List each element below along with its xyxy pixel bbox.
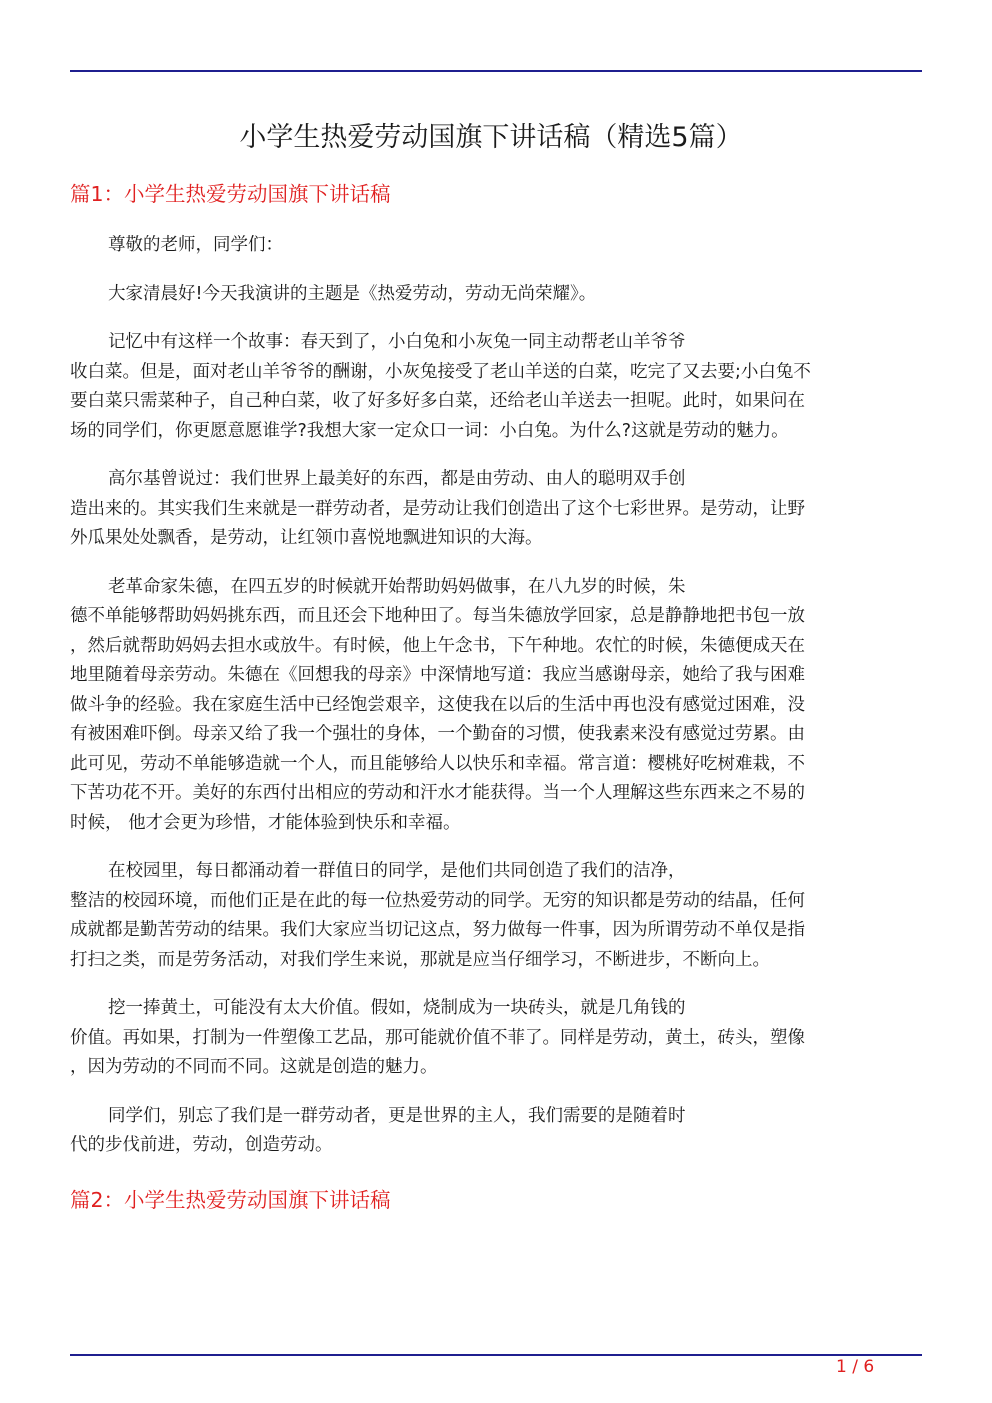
section-2-heading: 篇2：小学生热爱劳动国旗下讲话稿: [70, 1187, 391, 1212]
paragraph-line: 造出来的。其实我们生来就是一群劳动者，是劳动让我们创造出了这个七彩世界。是劳动，让野: [70, 498, 805, 519]
section-1-body: [70, 231, 912, 1161]
paragraph-line: 下苦功花不开。美好的东西付出相应的劳动和汗水才能获得。当一个人理解这些东西来之不易的: [70, 783, 805, 804]
paragraph-line: 场的同学们，你更愿意愿谁学?我想大家一定众口一词：小白兔。为什么?这就是劳动的魅力。: [70, 420, 789, 441]
paragraph-line: 有被困难吓倒。母亲又给了我一个强壮的身体，一个勤奋的习惯，使我素来没有感觉过劳累。由: [70, 724, 805, 745]
header-rule: [70, 70, 922, 72]
paragraph-line: 外瓜果处处飘香，是劳动，让红领巾喜悦地飘进知识的大海。: [70, 528, 543, 549]
paragraph: [70, 231, 912, 261]
paragraph: [70, 465, 912, 554]
paragraph-line: 时候， 他才会更为珍惜，才能体验到快乐和幸福。: [70, 812, 461, 833]
paragraph-line: ，然后就帮助妈妈去担水或放牛。有时候，他上午念书，下午种地。农忙的时候，朱德便成天在: [70, 635, 805, 656]
paragraph: [70, 857, 912, 975]
paragraph-line: 记忆中有这样一个故事：春天到了，小白兔和小灰兔一同主动帮老山羊爷爷: [108, 332, 686, 353]
paragraph-line: 德不单能够帮助妈妈挑东西，而且还会下地种田了。每当朱德放学回家，总是静静地把书包一放: [70, 606, 805, 627]
paragraph-line: 要白菜只需菜种子，自己种白菜，收了好多好多白菜，还给老山羊送去一担呢。此时，如果问在: [70, 391, 805, 412]
section-1-heading: 篇1：小学生热爱劳动国旗下讲话稿: [70, 181, 391, 206]
paragraph-line: 代的步伐前进，劳动，创造劳动。: [70, 1135, 333, 1156]
paragraph-line: 同学们，别忘了我们是一群劳动者，更是世界的主人，我们需要的是随着时: [108, 1105, 686, 1126]
page-number: 1 / 6: [836, 1357, 875, 1377]
document-title: 小学生热爱劳动国旗下讲话稿（精选5篇）: [239, 122, 743, 153]
paragraph-line: 整洁的校园环境，而他们正是在此的每一位热爱劳动的同学。无穷的知识都是劳动的结晶，任何: [70, 890, 805, 911]
paragraph: [70, 1102, 912, 1161]
paragraph-line: 高尔基曾说过：我们世界上最美好的东西，都是由劳动、由人的聪明双手创: [108, 469, 686, 490]
paragraph-line: 地里随着母亲劳动。朱德在《回想我的母亲》中深情地写道：我应当感谢母亲，她给了我与困难: [70, 665, 805, 686]
paragraph-line: 收白菜。但是，面对老山羊爷爷的酬谢，小灰兔接受了老山羊送的白菜，吃完了又去要;小白兔不: [70, 361, 811, 382]
paragraph-line: 成就都是勤苦劳动的结果。我们大家应当切记这点，努力做每一件事，因为所谓劳动不单仅是指: [70, 920, 805, 941]
paragraph: [70, 328, 912, 446]
paragraph-line: 老革命家朱德，在四五岁的时候就开始帮助妈妈做事，在八九岁的时候，朱: [108, 576, 686, 597]
footer-rule: [70, 1354, 922, 1356]
paragraph: [70, 280, 912, 310]
page-content: [70, 118, 912, 1238]
paragraph-line: 价值。再如果，打制为一件塑像工艺品，那可能就价值不菲了。同样是劳动，黄土，砖头，塑像: [70, 1027, 805, 1048]
paragraph-line: 尊敬的老师，同学们：: [108, 235, 283, 256]
paragraph: [70, 994, 912, 1083]
paragraph-line: 挖一捧黄土，可能没有太大价值。假如，烧制成为一块砖头，就是几角钱的: [108, 998, 686, 1019]
paragraph-line: 此可见，劳动不单能够造就一个人，而且能够给人以快乐和幸福。常言道：樱桃好吃树难栽，不: [70, 753, 805, 774]
paragraph-line: 做斗争的经验。我在家庭生活中已经饱尝艰辛，这使我在以后的生活中再也没有感觉过困难，没: [70, 694, 805, 715]
paragraph-line: 在校园里，每日都涌动着一群值日的同学，是他们共同创造了我们的洁净，: [108, 861, 686, 882]
paragraph: [70, 573, 912, 839]
paragraph-line: 打扫之类，而是劳务活动，对我们学生来说，那就是应当仔细学习，不断进步，不断向上。: [70, 949, 770, 970]
paragraph-line: ，因为劳动的不同而不同。这就是创造的魅力。: [70, 1057, 438, 1078]
paragraph-line: 大家清晨好!今天我演讲的主题是《热爱劳动，劳动无尚荣耀》。: [108, 283, 597, 304]
